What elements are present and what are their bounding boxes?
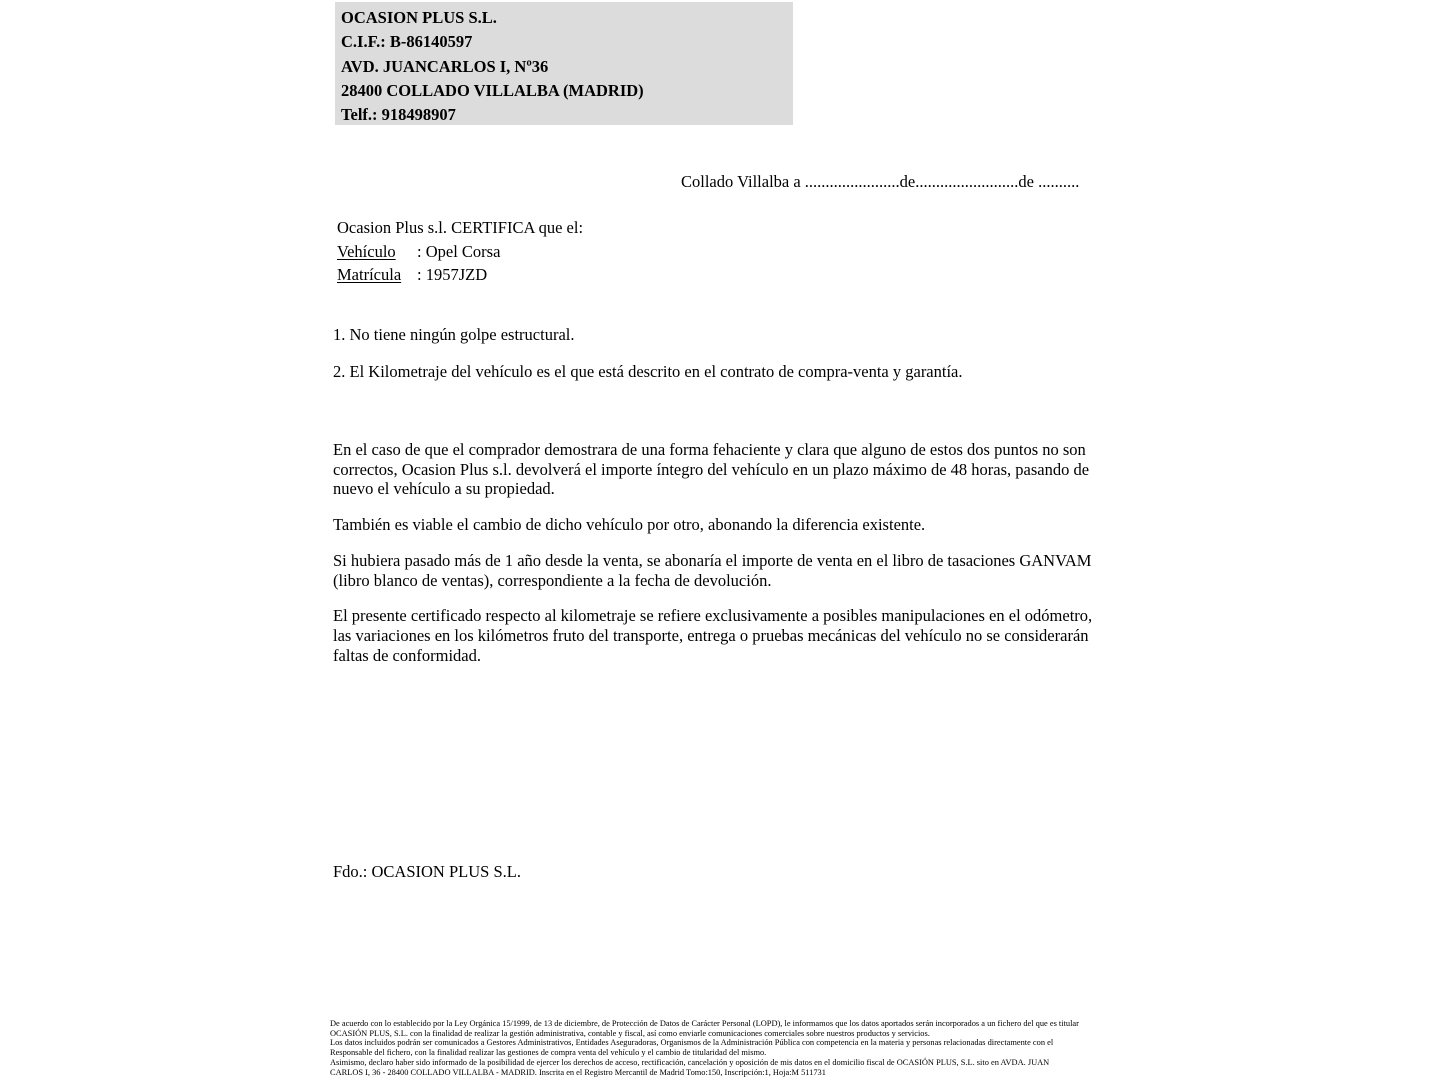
signature-line: Fdo.: OCASION PLUS S.L. <box>333 862 521 881</box>
vehicle-field-value: Opel Corsa <box>425 241 501 261</box>
legal-line-3: Los datos incluidos podrán ser comunicados a Gestores Administrativos, Entidades Aseguradoras, Organismos de la Administración Pública con competencia en la materia y personas relacionadas directamente con el <box>330 1038 1054 1048</box>
point-2: 2. El Kilometraje del vehículo es el que está descrito en el contrato de compra-venta y garantía. <box>333 362 963 381</box>
points-list <box>333 325 1108 399</box>
legal-line-4: Responsable del fichero, con la finalidad realizar las gestiones de compra venta del vehículo y el cambio de titularidad del mismo. <box>330 1048 767 1058</box>
date-line: Collado Villalba a .......................de.........................de .......... <box>681 172 1080 191</box>
company-cif: C.I.F.: B-86140597 <box>341 32 473 52</box>
plate-field-value: 1957JZD <box>425 265 488 285</box>
vehicle-field-label: Vehículo <box>337 241 396 261</box>
paragraph-refund: En el caso de que el comprador demostrara de una forma fehaciente y clara que alguno de estos dos puntos no son correctos, Ocasion Plus s.l. devolverá el importe íntegro del vehículo en un plazo máximo de 48 horas, pasando de nuevo el vehículo a su propiedad. <box>333 440 1090 499</box>
body-paragraphs <box>333 440 1105 682</box>
vehicle-field-separator: : <box>417 241 422 261</box>
plate-field-row <box>337 263 583 287</box>
certification-intro: Ocasion Plus s.l. CERTIFICA que el: <box>337 218 584 237</box>
vehicle-field-row <box>337 240 583 264</box>
legal-line-1: De acuerdo con lo establecido por la Ley Orgánica 15/1999, de 13 de diciembre, de Protección de Datos de Carácter Personal (LOPD), le informamos que los datos aportados serán incorporados a un fichero del que es titular <box>330 1019 1079 1028</box>
legal-line-6: CARLOS I, 36 - 28400 COLLADO VILLALBA - MADRID. Inscrita en el Registro Mercantil de Madrid Tomo:150, Inscripción:1, Hoja:M 511731 <box>330 1067 826 1077</box>
point-1: 1. No tiene ningún golpe estructural. <box>333 325 575 344</box>
company-name: OCASION PLUS S.L. <box>341 8 497 27</box>
certification-block <box>337 216 583 287</box>
company-address: AVD. JUANCARLOS I, Nº36 <box>341 56 549 76</box>
paragraph-exchange: También es viable el cambio de dicho vehículo por otro, abonando la diferencia existente. <box>333 515 926 535</box>
legal-fine-print <box>330 1019 1079 1077</box>
paragraph-ganvam: Si hubiera pasado más de 1 año desde la venta, se abonaría el importe de venta en el libro de tasaciones GANVAM (libro blanco de ventas), correspondiente a la fecha de devolución. <box>333 550 1092 590</box>
paragraph-odometer: El presente certificado respecto al kilometraje se refiere exclusivamente a posibles manipulaciones en el odómetro, las variaciones en los kilómetros fruto del transporte, entrega o pruebas mecánicas del vehículo no se considerarán faltas de conformidad. <box>333 606 1093 665</box>
plate-field-separator: : <box>417 265 422 285</box>
company-phone: Telf.: 918498907 <box>341 105 456 125</box>
legal-line-5: Asimismo, declaro haber sido informado de la posibilidad de ejercer los derechos de acceso, rectificación, cancelación y oposición de mis datos en el domicilio fiscal de OCASIÓN PLUS, S.L. sito en AVDA. JUAN <box>330 1057 1050 1067</box>
plate-field-label: Matrícula <box>337 265 402 285</box>
company-header-box <box>335 2 793 125</box>
company-city: 28400 COLLADO VILLALBA (MADRID) <box>341 80 644 100</box>
legal-line-2: OCASIÓN PLUS, S.L. con la finalidad de realizar la gestión administrativa, contable y fiscal, así como enviarle comunicaciones comerciales sobre nuestros productos y servicios. <box>330 1028 930 1038</box>
